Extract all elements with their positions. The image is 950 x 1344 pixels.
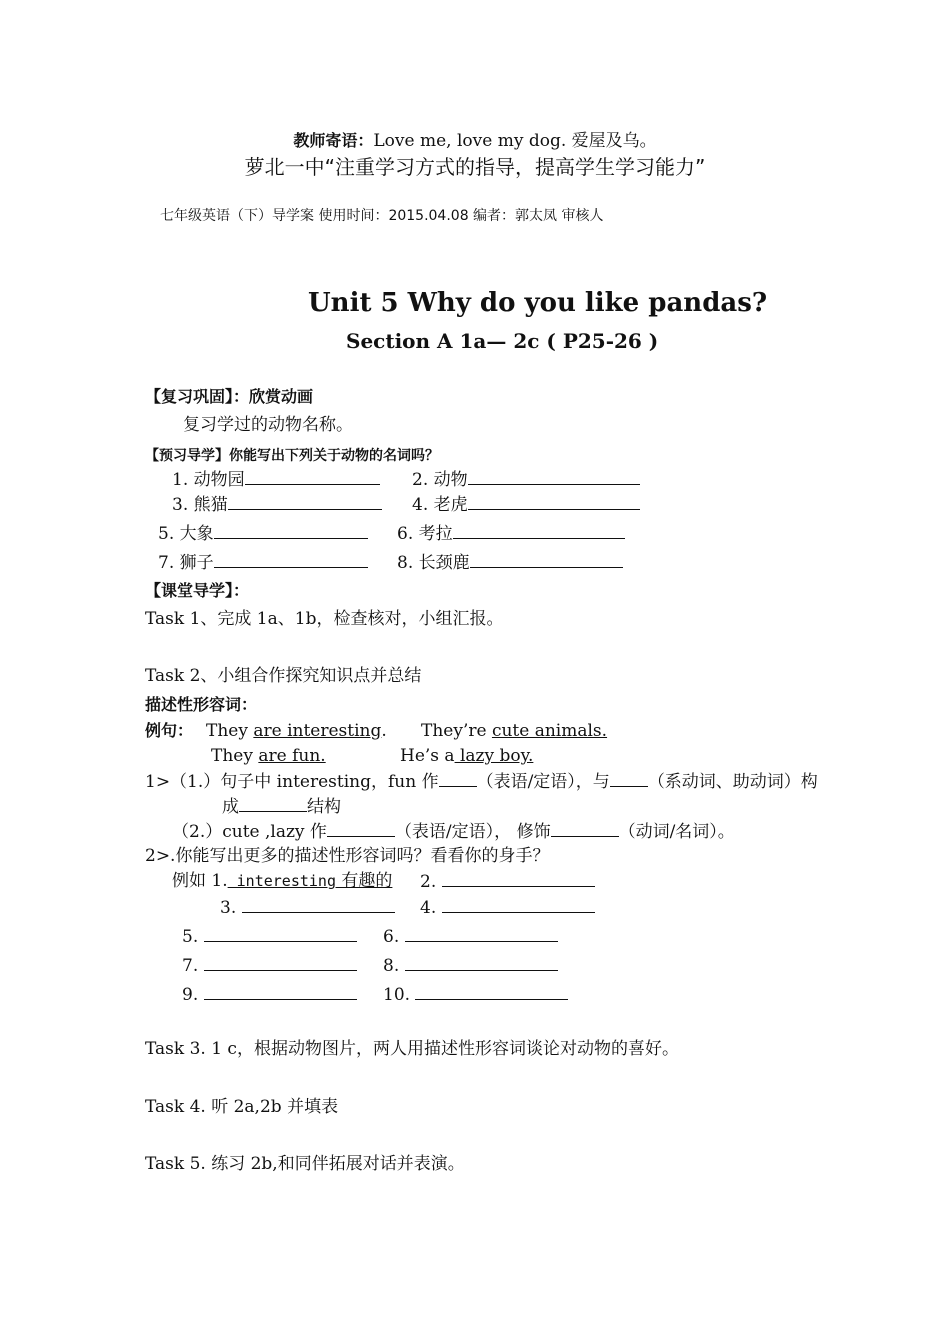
preview-item-5[interactable]: 5. 大象 bbox=[158, 522, 368, 545]
adjective-blank-4[interactable]: 4. bbox=[420, 896, 595, 919]
teacher-motto bbox=[0, 130, 950, 152]
unit-title: Unit 5 Why do you like pandas? bbox=[308, 288, 768, 318]
adjective-blank-9[interactable]: 9. bbox=[182, 983, 357, 1006]
example-sentence-1: They are interesting. bbox=[206, 721, 387, 741]
question-1[interactable]: 1>（1.）句子中 interesting，fun 作 （表语/定语），与 （系动词、助动词）构 bbox=[145, 772, 818, 792]
question-1-cont[interactable]: 成 结构 bbox=[222, 797, 341, 817]
review-heading: 【复习巩固】：欣赏动画 bbox=[145, 387, 314, 406]
document-meta: 七年级英语（下）导学案 使用时间：2015.04.08 编者：郭太凤 审核人 bbox=[160, 208, 604, 224]
preview-item-7[interactable]: 7. 狮子 bbox=[158, 551, 368, 574]
section-title: Section A 1a— 2c ( P25-26 ) bbox=[346, 329, 659, 353]
example-sentence-4: He’s a lazy boy. bbox=[400, 746, 534, 766]
adjective-blank-5[interactable]: 5. bbox=[182, 925, 357, 948]
preview-item-3[interactable]: 3. 熊猫 bbox=[172, 493, 382, 516]
preview-item-8[interactable]: 8. 长颈鹿 bbox=[397, 551, 623, 574]
adjective-example: 例如 1. interesting 有趣的 bbox=[172, 871, 393, 891]
adjective-blank-6[interactable]: 6. bbox=[383, 925, 558, 948]
motto-label: 教师寄语： bbox=[293, 131, 374, 150]
preview-item-4[interactable]: 4. 老虎 bbox=[412, 493, 640, 516]
motto-text: Love me, love my dog. 爱屋及乌。 bbox=[373, 131, 657, 151]
preview-heading: 【预习导学】你能写出下列关于动物的名词吗？ bbox=[145, 448, 439, 464]
classroom-heading: 【课堂导学】： bbox=[145, 581, 250, 600]
school-slogan: 萝北一中“注重学习方式的指导，提高学生学习能力” bbox=[244, 155, 706, 179]
adjective-blank-7[interactable]: 7. bbox=[182, 954, 357, 977]
example-sentence-2: They’re cute animals. bbox=[421, 721, 608, 741]
task-3: Task 3. 1 c，根据动物图片，两人用描述性形容词谈论对动物的喜好。 bbox=[145, 1039, 679, 1059]
task-5: Task 5. 练习 2b,和同伴拓展对话并表演。 bbox=[145, 1154, 465, 1174]
task-4: Task 4. 听 2a,2b 并填表 bbox=[145, 1097, 339, 1117]
task-2: Task 2、小组合作探究知识点并总结 bbox=[145, 666, 422, 686]
question-2[interactable]: （2.）cute ,lazy 作 （表语/定语）， 修饰 （动词/名词）。 bbox=[172, 822, 735, 842]
review-body: 复习学过的动物名称。 bbox=[183, 415, 353, 435]
adjective-blank-2[interactable]: 2. bbox=[420, 870, 595, 893]
task-1: Task 1、完成 1a、1b，检查核对，小组汇报。 bbox=[145, 609, 504, 629]
adjective-blank-3[interactable]: 3. bbox=[220, 896, 395, 919]
example-row-1: 例句： bbox=[145, 721, 194, 740]
adjective-blank-8[interactable]: 8. bbox=[383, 954, 558, 977]
question-3: 2>.你能写出更多的描述性形容词吗？看看你的身手？ bbox=[145, 846, 550, 866]
preview-item-2[interactable]: 2. 动物 bbox=[412, 468, 640, 491]
example-sentence-3: They are fun. bbox=[211, 746, 326, 766]
preview-item-1[interactable]: 1. 动物园 bbox=[172, 468, 380, 491]
adjective-heading: 描述性形容词： bbox=[145, 695, 258, 714]
adjective-blank-10[interactable]: 10. bbox=[383, 983, 568, 1006]
preview-item-6[interactable]: 6. 考拉 bbox=[397, 522, 625, 545]
